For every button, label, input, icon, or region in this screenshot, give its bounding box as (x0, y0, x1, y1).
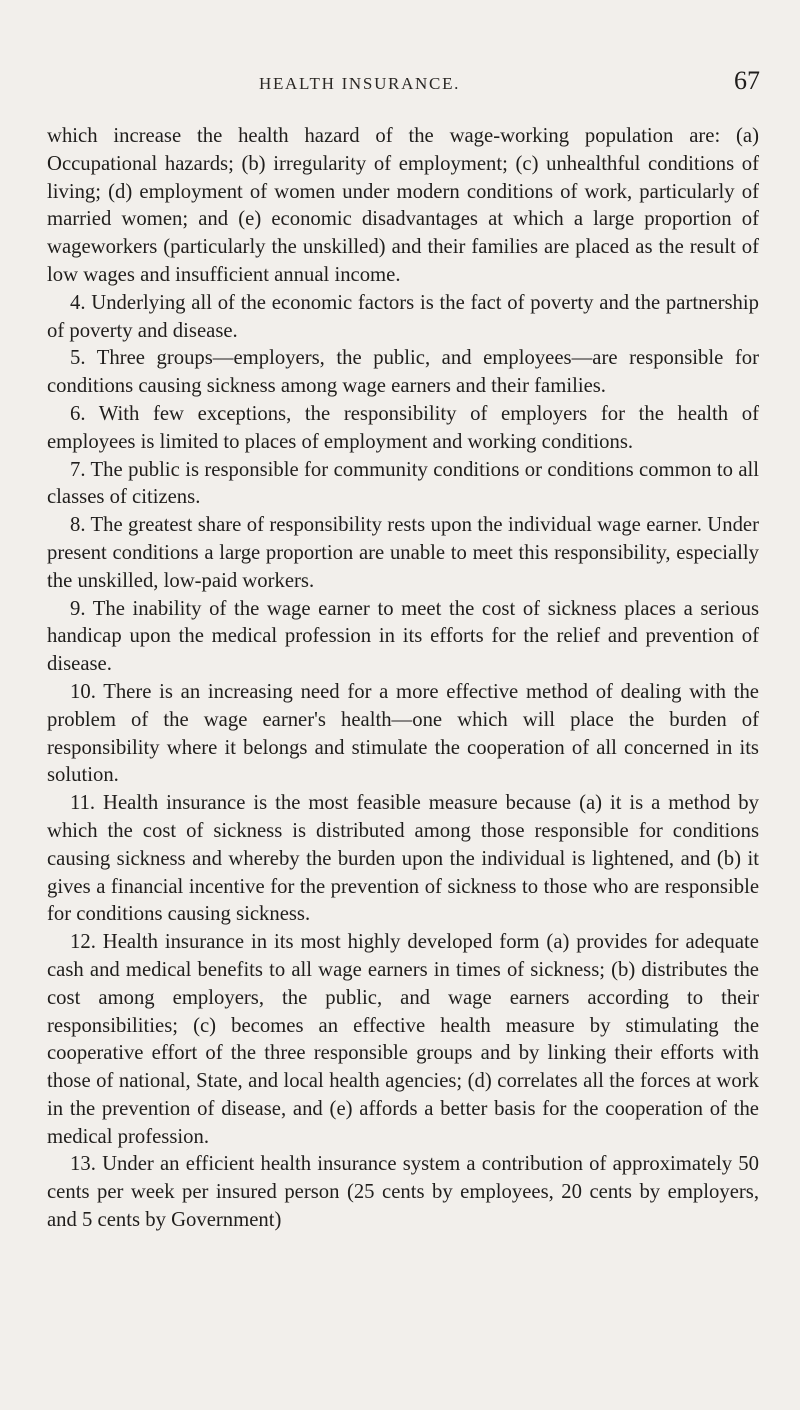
running-title: HEALTH INSURANCE. (259, 74, 461, 93)
page-header (105, 66, 760, 100)
paragraph-5: 5. Three groups—employers, the public, and employees—are responsible for conditions causing sickness among wage earners and their families. (47, 347, 759, 398)
paragraph-6: 6. With few exceptions, the responsibility of employers for the health of employees is limited to places of employment and working conditions. (47, 402, 759, 453)
paragraph-7: 7. The public is responsible for community conditions or conditions common to all classes of citizens. (47, 458, 759, 509)
paragraph-11: 11. Health insurance is the most feasible measure because (a) it is a method by which the cost of sickness is distributed among those responsible for conditions causing sickness and whereby the burden upon the individual is lightened, and (b) it gives a financial incentive for the prevention of sickness to those who are responsible for conditions causing sickness. (47, 792, 759, 926)
paragraph-9: 9. The inability of the wage earner to meet the cost of sickness places a serious handicap upon the medical profession in its efforts for the relief and prevention of disease. (47, 597, 759, 676)
paragraph-10: 10. There is an increasing need for a more effective method of dealing with the problem of the wage earner's health—one which will place the burden of responsibility where it belongs and stimulate the cooperation of all concerned in its solution. (47, 680, 759, 787)
paragraph-12: 12. Health insurance in its most highly developed form (a) provides for adequate cash and medical benefits to all wage earners in times of sickness; (b) distributes the cost among employers, the public, and wage earners according to their responsibilities; (c) becomes an effective health measure by stimulating the cooperative effort of the three responsible groups and by linking their efforts with those of national, State, and local health agencies; (d) correlates all the forces at work in the prevention of disease, and (e) affords a better basis for the cooperation of the medical profession. (47, 931, 759, 1148)
paragraph-continuation: which increase the health hazard of the wage-working population are: (a) Occupational hazards; (b) irregularity of employment; (c) unhealthful conditions of living; (d) employment of women under modern conditions of work, particularly of married women; and (e) economic disadvantages at which a large proportion of wageworkers (particularly the unskilled) and their families are placed as the result of low wages and insufficient annual income. (47, 125, 759, 286)
body-text (47, 123, 759, 1235)
paragraph-4: 4. Underlying all of the economic factors is the fact of poverty and the partnership of poverty and disease. (47, 291, 759, 342)
paragraph-13: 13. Under an efficient health insurance system a contribution of approximately 50 cents per week per insured person (25 cents by employees, 20 cents by employers, and 5 cents by Government) (47, 1153, 759, 1232)
paragraph-8: 8. The greatest share of responsibility rests upon the individual wage earner. Under present conditions a large proportion are unable to meet this responsibility, especially the unskilled, low-paid workers. (47, 514, 759, 592)
page-number: 67 (734, 66, 760, 95)
